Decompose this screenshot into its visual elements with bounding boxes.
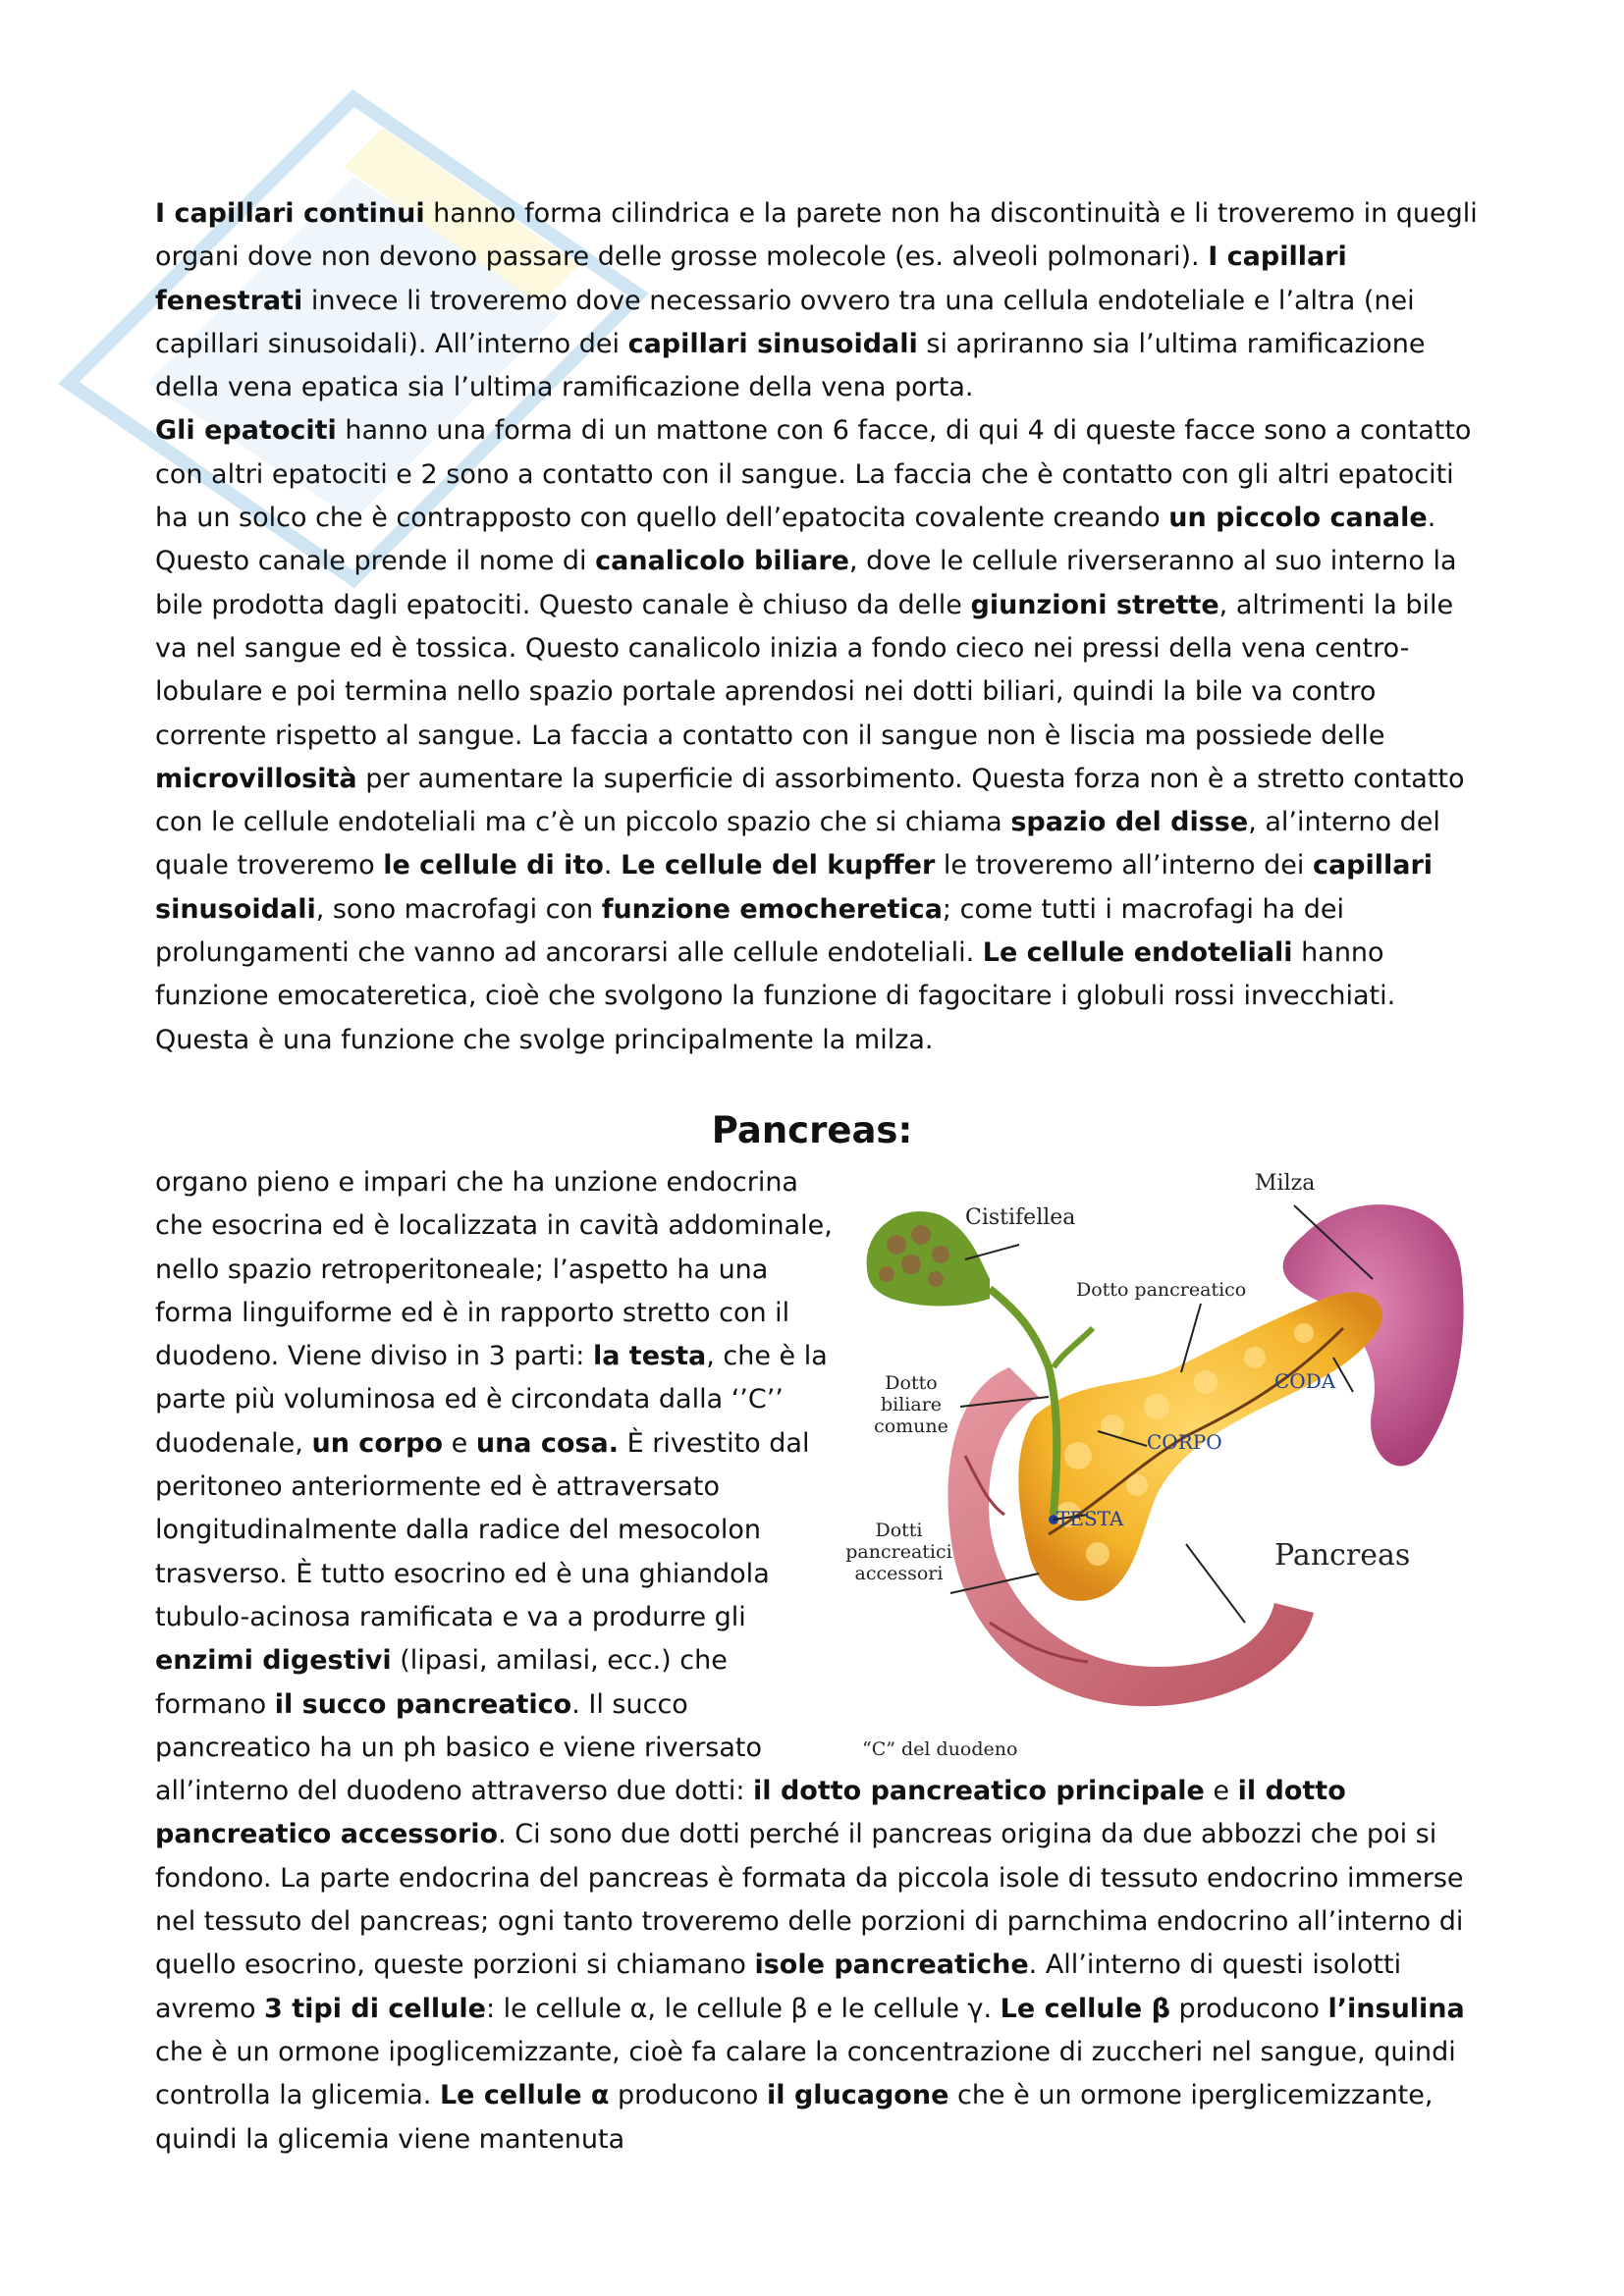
text-run: e xyxy=(1204,1776,1238,1807)
text-run: che è un ormone iperglicemizzante, quindi la glicemia viene mantenuta xyxy=(155,2080,1434,2155)
text-run: : le cellule α, le cellule β e le cellule γ. xyxy=(485,1993,1001,2024)
pancreas-illustration-icon xyxy=(842,1161,1481,1770)
bold-term: Le cellule endoteliali xyxy=(982,937,1293,969)
text-run: che è un ormone ipoglicemizzante, cioè fa calare la concentrazione di zuccheri nel sangue, quindi controlla la glicemia. xyxy=(155,2036,1456,2111)
text-run: (lipasi, amilasi, ecc.) che formano xyxy=(155,1645,728,1720)
text-run: . Questo canale prende il nome di xyxy=(155,503,1436,577)
bold-term: Le cellule α xyxy=(439,2080,610,2111)
bold-term: giunzioni strette xyxy=(970,589,1219,620)
label-cistifellea: Cistifellea xyxy=(965,1205,1076,1230)
text-run: producono xyxy=(609,2080,768,2111)
bold-term: una cosa. xyxy=(475,1427,620,1459)
pancreas-diagram xyxy=(842,1161,1481,1770)
bold-term: isole pancreatiche xyxy=(754,1949,1029,1981)
bold-term: il glucagone xyxy=(767,2080,949,2111)
text-run: , al’interno del quale troveremo xyxy=(155,807,1440,881)
section-title-pancreas: Pancreas: xyxy=(711,1109,913,1151)
text-run: producono xyxy=(1169,1993,1328,2024)
label-corpo: CORPO xyxy=(1147,1430,1222,1454)
text-run: È rivestito dal peritoneo anteriormente ed è attraversato longitudinalmente dalla radice del mesocolon trasverso. È tutto esocrino ed è una ghiandola tubulo-acinosa ramificata e va a produrre gli xyxy=(155,1427,810,1632)
text-run: le troveremo all’interno dei xyxy=(935,850,1313,881)
intro-section xyxy=(155,192,1481,1062)
bold-term: l’insulina xyxy=(1327,1993,1465,2024)
bold-term: il dotto pancreatico accessorio xyxy=(155,1776,1346,1850)
bold-term: un piccolo canale xyxy=(1168,503,1428,534)
bold-term: I capillari continui xyxy=(155,198,425,229)
paragraph-capillari xyxy=(155,192,1481,409)
bold-term: le cellule di ito xyxy=(383,850,604,881)
label-coda: CODA xyxy=(1274,1369,1336,1393)
text-run: , dove le cellule riverseranno al suo interno la bile prodotta dagli epatociti. Questo canale è chiuso da delle xyxy=(155,546,1457,620)
text-run: si apriranno sia l’ultima ramificazione della vena epatica sia l’ultima ramificazione della vena porta. xyxy=(155,328,1426,403)
bold-term: Gli epatociti xyxy=(155,415,337,447)
label-dotti-pancreatici-accessori: Dotti pancreatici accessori xyxy=(845,1520,952,1584)
bold-term: spazio del disse xyxy=(1010,807,1249,838)
bold-term: il dotto pancreatico principale xyxy=(753,1776,1205,1807)
text-run: , sono macrofagi con xyxy=(315,893,602,925)
label-pancreas: Pancreas xyxy=(1274,1538,1411,1573)
text-run: hanno funzione emocateretica, cioè che svolgono la funzione di fagocitare i globuli rossi invecchiati. Questa è una funzione che svolge principalmente la milza. xyxy=(155,937,1396,1055)
label-dotto-biliare-comune: Dotto biliare comune xyxy=(874,1372,948,1437)
bold-term: canalicolo biliare xyxy=(595,546,849,577)
text-run: invece li troveremo dove necessario ovvero tra una cellula endoteliale e l’altra (nei capillari sinusoidali). All’interno dei xyxy=(155,285,1415,359)
text-run: , che è la parte più voluminosa ed è circondata dalla ‘’C’’ duodenale, xyxy=(155,1341,828,1459)
text-run: per aumentare la superficie di assorbimento. Questa forza non è a stretto contatto con le cellule endoteliali ma c’è un piccolo spazio che si chiama xyxy=(155,763,1465,838)
text-run: , altrimenti la bile va nel sangue ed è tossica. Questo canalicolo inizia a fondo cieco nei pressi della vena centro-lobulare e poi termina nello spazio portale aprendosi nei dotti biliari, quindi la bile va contro corrente rispetto al sangue. La faccia a contatto con il sangue non è liscia ma possiede delle xyxy=(155,589,1454,751)
text-run: . All’interno di questi isolotti avremo xyxy=(155,1949,1402,2024)
bold-term: I capillari fenestrati xyxy=(155,241,1347,316)
text-run: e xyxy=(443,1427,476,1459)
bold-term: Le cellule del kupffer xyxy=(621,850,936,881)
text-run: organo pieno e impari che ha unzione endocrina che esocrina ed è localizzata in cavità addominale, nello spazio retroperitoneale; l’aspetto ha una forma linguiforme ed è in rapporto stretto con il duodeno. Viene diviso in 3 parti: xyxy=(155,1167,833,1372)
bold-term: funzione emocheretica xyxy=(601,893,943,925)
text-run: hanno forma cilindrica e la parete non ha discontinuità e li troveremo in quegli organi dove non devono passare delle grosse molecole (es. alveoli polmonari). xyxy=(155,198,1478,273)
bold-term: Le cellule β xyxy=(1000,1993,1170,2024)
text-run: . Ci sono due dotti perché il pancreas origina da due abbozzi che poi si fondono. La parte endocrina del pancreas è formata da piccola isole di tessuto endocrino immerse nel tessuto del pancreas; ogni tanto troveremo delle porzioni di parnchima endocrino all’interno di quello esocrino, queste porzioni si chiamano xyxy=(155,1819,1464,1981)
bold-term: il succo pancreatico xyxy=(274,1688,572,1720)
label-milza: Milza xyxy=(1255,1171,1316,1196)
bold-term: la testa xyxy=(592,1341,707,1372)
bold-term: microvillosità xyxy=(155,763,357,794)
bold-term: capillari sinusoidali xyxy=(155,850,1434,925)
bold-term: capillari sinusoidali xyxy=(627,328,918,359)
label-dotto-pancreatico: Dotto pancreatico xyxy=(1076,1279,1247,1301)
label-testa: TESTA xyxy=(1056,1507,1124,1530)
text-run: hanno una forma di un mattone con 6 facce, di qui 4 di queste facce sono a contatto con altri epatociti e 2 sono a contatto con il sangue. La faccia che è contatto con gli altri epatociti ha un solco che è contrapposto con quello dell’epatocita covalente creando xyxy=(155,415,1472,534)
bold-term: 3 tipi di cellule xyxy=(264,1993,486,2024)
label-c-del-duodeno: “C” del duodeno xyxy=(862,1738,1018,1760)
bold-term: enzimi digestivi xyxy=(155,1645,392,1677)
text-run: . Il succo pancreatico ha un ph basico e viene riversato all’interno del duodeno attraverso due dotti: xyxy=(155,1688,763,1807)
pancreas-section xyxy=(155,1161,1481,2162)
text-run: . xyxy=(603,850,622,881)
text-run: ; come tutti i macrofagi ha dei prolungamenti che vanno ad ancorarsi alle cellule endoteliali. xyxy=(155,893,1344,969)
paragraph-epatociti xyxy=(155,409,1481,1061)
bold-term: un corpo xyxy=(311,1427,444,1459)
